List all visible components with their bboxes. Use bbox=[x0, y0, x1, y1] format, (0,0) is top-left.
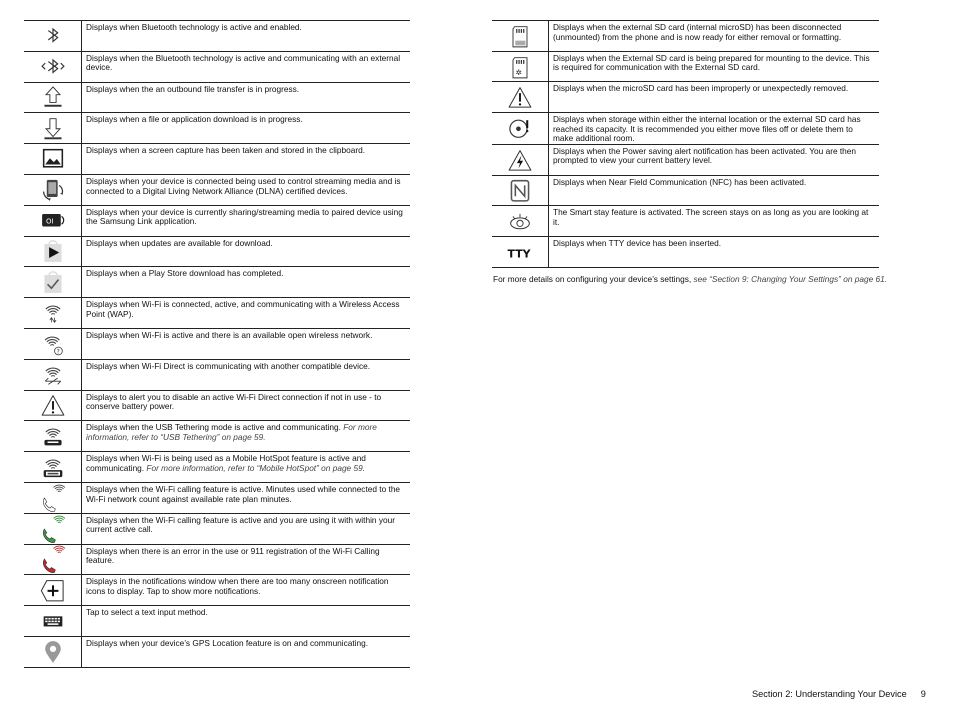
table-row bbox=[24, 174, 410, 205]
gps-location-icon bbox=[24, 636, 82, 667]
row-description: Displays when Wi-Fi is connected, active, and communicating with a Wireless Access Point (WAP). bbox=[82, 298, 411, 329]
table-row bbox=[24, 390, 410, 421]
table-row bbox=[492, 113, 879, 145]
row-description: Displays when your device is currently sharing/streaming media to paired device using the Samsung Link application. bbox=[82, 205, 411, 236]
table-row bbox=[24, 513, 410, 544]
row-description: Displays when Bluetooth technology is active and enabled. bbox=[82, 21, 411, 52]
bluetooth-icon bbox=[24, 21, 82, 52]
row-description: The Smart stay feature is activated. The screen stays on as long as you are looking at it. bbox=[549, 206, 880, 237]
usb-tethering-icon bbox=[24, 421, 82, 452]
samsung-link-icon bbox=[24, 205, 82, 236]
row-description: Displays when the external SD card (internal microSD) has been disconnected (unmounted) from the phone and is now ready for either removal or formatting. bbox=[549, 21, 880, 52]
table-row bbox=[24, 21, 410, 52]
table-row bbox=[24, 267, 410, 298]
table-row bbox=[24, 113, 410, 144]
wifi-calling-active-icon bbox=[24, 513, 82, 544]
table-row bbox=[24, 544, 410, 575]
row-description: Displays when a screen capture has been taken and stored in the clipboard. bbox=[82, 144, 411, 175]
table-row bbox=[492, 175, 879, 206]
nfc-icon bbox=[492, 175, 549, 206]
table-row bbox=[24, 205, 410, 236]
row-description: Displays when storage within either the internal location or the external SD card has reached its capacity. It is recommended you either move files off or delete them to make additional room. bbox=[549, 113, 880, 145]
table-row bbox=[492, 144, 879, 175]
wifi-calling-error-icon bbox=[24, 544, 82, 575]
row-description: Displays to alert you to disable an active Wi-Fi Direct connection if not in use - to conserve battery power. bbox=[82, 390, 411, 421]
svg-text:?: ? bbox=[56, 348, 60, 356]
right-icon-table bbox=[492, 20, 879, 268]
dlna-icon bbox=[24, 174, 82, 205]
table-row bbox=[24, 482, 410, 513]
screenshot-icon bbox=[24, 144, 82, 175]
row-description: Displays when your device is connected being used to control streaming media and is connected to a Digital Living Network Alliance (DLNA) certified devices. bbox=[82, 174, 411, 205]
table-row bbox=[24, 452, 410, 483]
keyboard-icon bbox=[24, 606, 82, 637]
bluetooth-connected-icon bbox=[24, 51, 82, 82]
table-row bbox=[24, 236, 410, 267]
table-row bbox=[24, 51, 410, 82]
play-store-update-icon bbox=[24, 236, 82, 267]
row-description: Displays when TTY device has been inserted. bbox=[549, 236, 880, 267]
table-row bbox=[492, 51, 879, 82]
row-description: Displays in the notifications window when there are too many onscreen notification icons to display. Tap to show more notifications. bbox=[82, 575, 411, 606]
wifi-direct-icon bbox=[24, 359, 82, 390]
row-description: Tap to select a text input method. bbox=[82, 606, 411, 637]
row-description: Displays when the External SD card is being prepared for mounting to the device. This is required for communication with the External SD card. bbox=[549, 51, 880, 82]
smart-stay-icon bbox=[492, 206, 549, 237]
table-row bbox=[24, 636, 410, 667]
table-row bbox=[24, 359, 410, 390]
settings-note bbox=[493, 274, 887, 284]
table-row bbox=[492, 21, 879, 52]
row-description: Displays when the microSD card has been improperly or unexpectedly removed. bbox=[549, 82, 880, 113]
mobile-hotspot-icon bbox=[24, 452, 82, 483]
sd-card-removed-icon bbox=[492, 82, 549, 113]
row-description: Displays when the Wi-Fi calling feature is active. Minutes used while connected to the Wi-Fi network count against available rate plan minutes. bbox=[82, 482, 411, 513]
footer-section: Section 2: Understanding Your Device bbox=[752, 689, 907, 699]
table-row bbox=[24, 144, 410, 175]
table-row bbox=[24, 421, 410, 452]
table-row bbox=[24, 328, 410, 359]
table-row bbox=[24, 575, 410, 606]
sd-card-unmounted-icon bbox=[492, 21, 549, 52]
download-icon bbox=[24, 113, 82, 144]
left-icon-table bbox=[24, 20, 410, 668]
table-row bbox=[24, 606, 410, 637]
tty-icon bbox=[492, 236, 549, 267]
svg-text:TTY: TTY bbox=[507, 247, 531, 261]
page-number: 9 bbox=[920, 689, 926, 699]
table-row bbox=[492, 82, 879, 113]
table-row bbox=[492, 236, 879, 267]
row-description: Displays when Wi-Fi is active and there is an available open wireless network. bbox=[82, 328, 411, 359]
svg-text:OI: OI bbox=[45, 217, 54, 226]
row-description: Displays when Wi-Fi Direct is communicating with another compatible device. bbox=[82, 359, 411, 390]
row-description: Displays when your device’s GPS Location feature is on and communicating. bbox=[82, 636, 411, 667]
wifi-active-icon bbox=[24, 298, 82, 329]
power-saving-icon bbox=[492, 144, 549, 175]
play-store-complete-icon bbox=[24, 267, 82, 298]
row-description: Displays when a file or application download is in progress. bbox=[82, 113, 411, 144]
row-description: Displays when the Bluetooth technology is active and communicating with an external device. bbox=[82, 51, 411, 82]
row-description: Displays when the Power saving alert notification has been activated. You are then prompted to view your current battery level. bbox=[549, 144, 880, 175]
table-row bbox=[24, 298, 410, 329]
row-description: Displays when Near Field Communication (NFC) has been activated. bbox=[549, 175, 880, 206]
page-footer bbox=[752, 689, 926, 699]
table-row bbox=[492, 206, 879, 237]
wifi-open-network-icon bbox=[24, 328, 82, 359]
sd-card-preparing-icon bbox=[492, 51, 549, 82]
row-description: Displays when Wi-Fi is being used as a Mobile HotSpot feature is active and communicating. For more information, refer to “Mobile HotSpot” on page 59. bbox=[82, 452, 411, 483]
wifi-calling-icon bbox=[24, 482, 82, 513]
row-description: Displays when the USB Tethering mode is active and communicating. For more information, refer to “USB Tethering” on page 59. bbox=[82, 421, 411, 452]
row-description: Displays when a Play Store download has completed. bbox=[82, 267, 411, 298]
storage-full-icon bbox=[492, 113, 549, 145]
row-description: Displays when there is an error in the use or 911 registration of the Wi-Fi Calling feature. bbox=[82, 544, 411, 575]
note-reference: see “Section 9: Changing Your Settings” on page 61. bbox=[693, 274, 888, 284]
row-description: Displays when the Wi-Fi calling feature is active and you are using it with within your current active call. bbox=[82, 513, 411, 544]
row-description: Displays when the an outbound file transfer is in progress. bbox=[82, 82, 411, 113]
svg-text:✲: ✲ bbox=[515, 67, 522, 77]
upload-icon bbox=[24, 82, 82, 113]
more-notifications-icon bbox=[24, 575, 82, 606]
warning-icon bbox=[24, 390, 82, 421]
note-text: For more details on configuring your device’s settings, bbox=[493, 274, 692, 284]
row-description: Displays when updates are available for download. bbox=[82, 236, 411, 267]
table-row bbox=[24, 82, 410, 113]
